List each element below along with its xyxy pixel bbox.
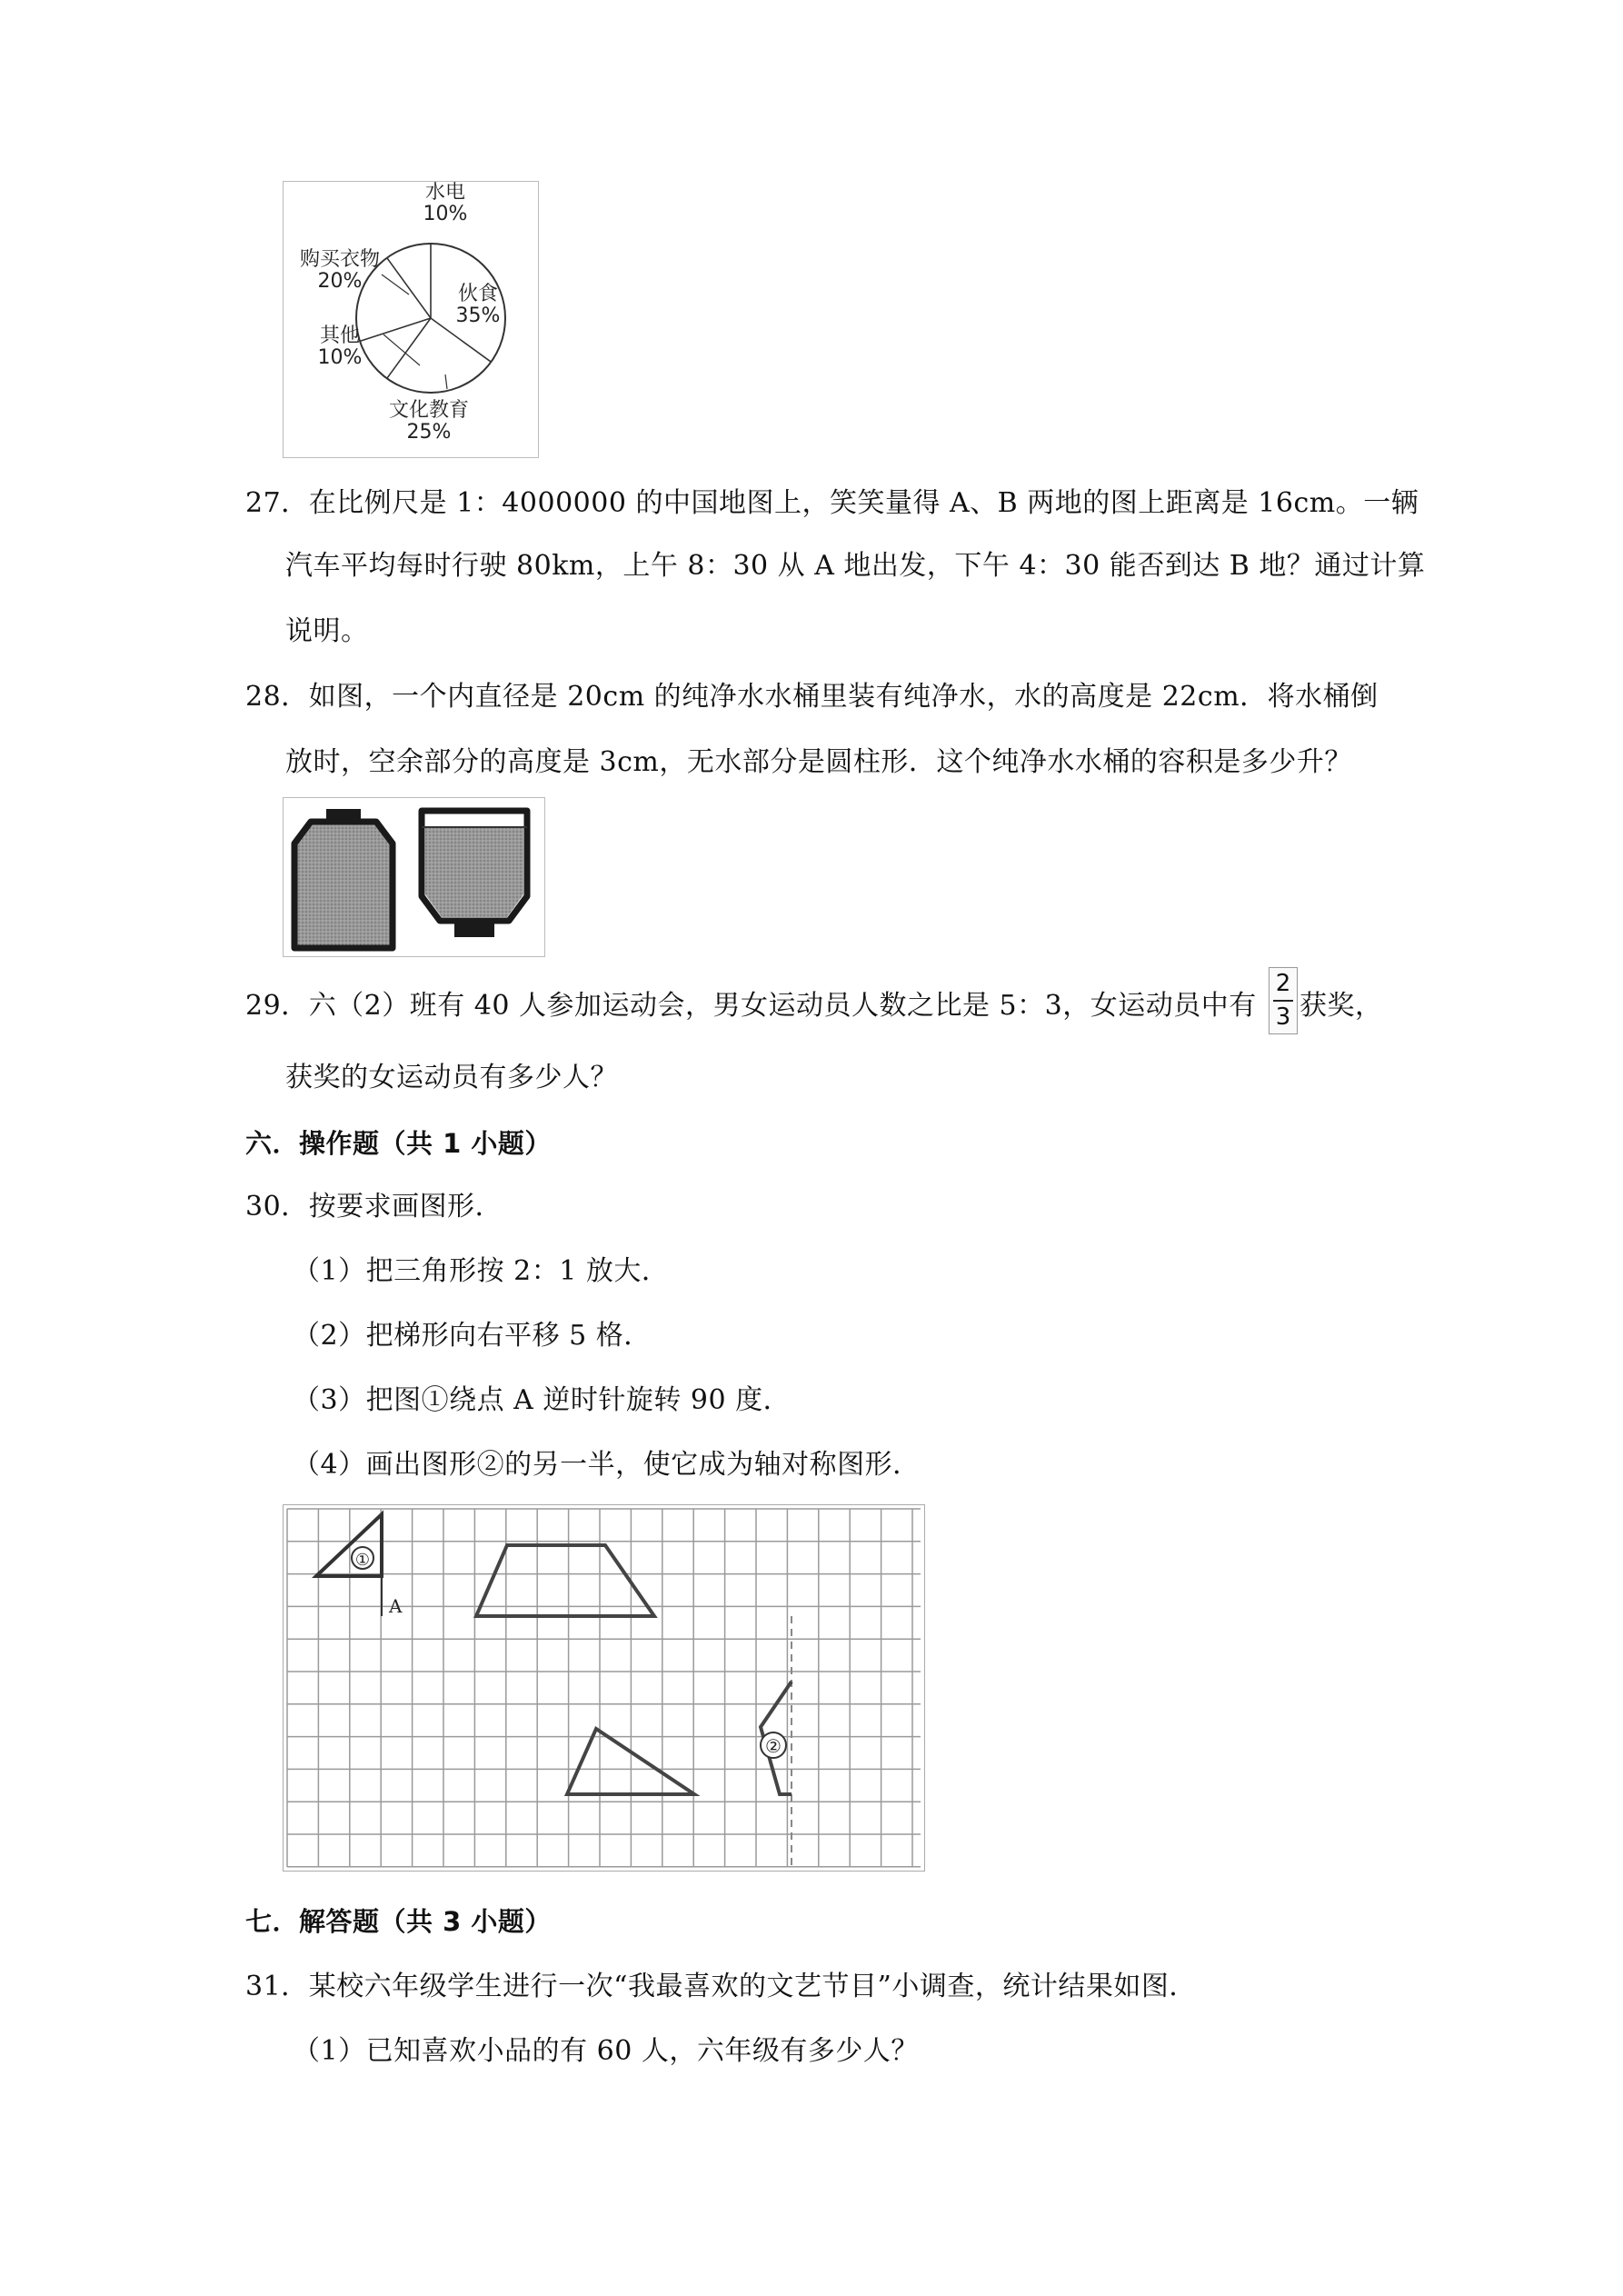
question-29-line-1 [245, 988, 1257, 1024]
point-a-label: A [389, 1595, 403, 1617]
grid-svg [284, 1505, 924, 1871]
question-text: 六（2）班有 40 人参加运动会，男女运动员人数之比是 5：3，女运动员中有 [308, 990, 1257, 1022]
bucket-upright [294, 809, 393, 948]
question-28-line-2: 放时，空余部分的高度是 3cm，无水部分是圆柱形．这个纯净水水桶的容积是多少升？ [285, 746, 1352, 778]
bucket-illustration [284, 798, 544, 956]
pie-label-percent: 10% [423, 203, 468, 225]
pie-label-name: 水电 [424, 182, 466, 204]
grid-label-2: ② [765, 1735, 782, 1757]
section-7-heading: 七．解答题（共 3 小题） [245, 1906, 552, 1937]
pie-label-name: 其他 [319, 324, 361, 347]
question-number: 29． [245, 990, 309, 1022]
question-text: 某校六年级学生进行一次“我最喜欢的文艺节目”小调查，统计结果如图． [308, 1971, 1197, 2002]
question-number: 28． [245, 681, 309, 713]
question-30-item-3: （3）把图①绕点 A 逆时针旋转 90 度． [293, 1384, 792, 1416]
trapezoid [476, 1545, 654, 1616]
pie-label-percent: 10% [317, 346, 363, 369]
pie-chart-figure [283, 181, 539, 458]
bucket-inverted [422, 811, 527, 937]
fraction-denominator: 3 [1275, 1003, 1291, 1031]
pie-label-percent: 20% [317, 270, 363, 293]
question-27-line-1 [245, 485, 1419, 522]
question-29-line-1-end: 获奖， [1299, 990, 1383, 1022]
question-text: 按要求画图形． [308, 1191, 503, 1223]
question-28-line-1 [245, 679, 1379, 715]
question-31-title [245, 1969, 1197, 2005]
question-30-item-4: （4）画出图形②的另一半，使它成为轴对称图形． [293, 1449, 921, 1481]
question-27-line-2: 汽车平均每时行驶 80km，上午 8：30 从 A 地出发，下午 4：30 能否到达 B 地？通过计算 [285, 550, 1426, 582]
grid-drawing-figure [283, 1504, 925, 1872]
question-text: 在比例尺是 1：4000000 的中国地图上，笑笑量得 A、B 两地的图上距离是 16cm。一辆 [308, 487, 1419, 519]
section-6-heading: 六．操作题（共 1 小题） [245, 1128, 552, 1159]
pie-chart-svg [284, 182, 538, 457]
pie-label-name: 文化教育 [388, 399, 470, 422]
question-text: 如图，一个内直径是 20cm 的纯净水水桶里装有纯净水，水的高度是 22cm．将水桶倒 [308, 681, 1379, 713]
question-number: 30． [245, 1191, 309, 1223]
pie-label-percent: 35% [455, 304, 501, 327]
question-30-item-2: （2）把梯形向右平移 5 格． [293, 1320, 652, 1352]
pie-label-name: 购买衣物 [299, 248, 381, 271]
fraction-bar [1273, 1000, 1293, 1002]
question-number: 27． [245, 487, 309, 519]
small-triangle-1 [316, 1514, 382, 1576]
question-31-sub-1: （1）已知喜欢小品的有 60 人，六年级有多少人？ [293, 2035, 919, 2067]
question-30-item-1: （1）把三角形按 2：1 放大． [293, 1255, 670, 1287]
pie-label-name: 伙食 [457, 283, 499, 305]
question-29-line-2: 获奖的女运动员有多少人？ [285, 1062, 618, 1093]
grid-label-1: ① [354, 1551, 371, 1570]
fraction-two-thirds [1269, 967, 1298, 1034]
question-number: 31． [245, 1971, 309, 2002]
pie-label-percent: 25% [406, 421, 452, 444]
question-27-line-3: 说明。 [285, 615, 369, 647]
water-bucket-figure [283, 797, 545, 957]
fraction-numerator: 2 [1275, 970, 1291, 997]
question-30-title [245, 1189, 503, 1225]
